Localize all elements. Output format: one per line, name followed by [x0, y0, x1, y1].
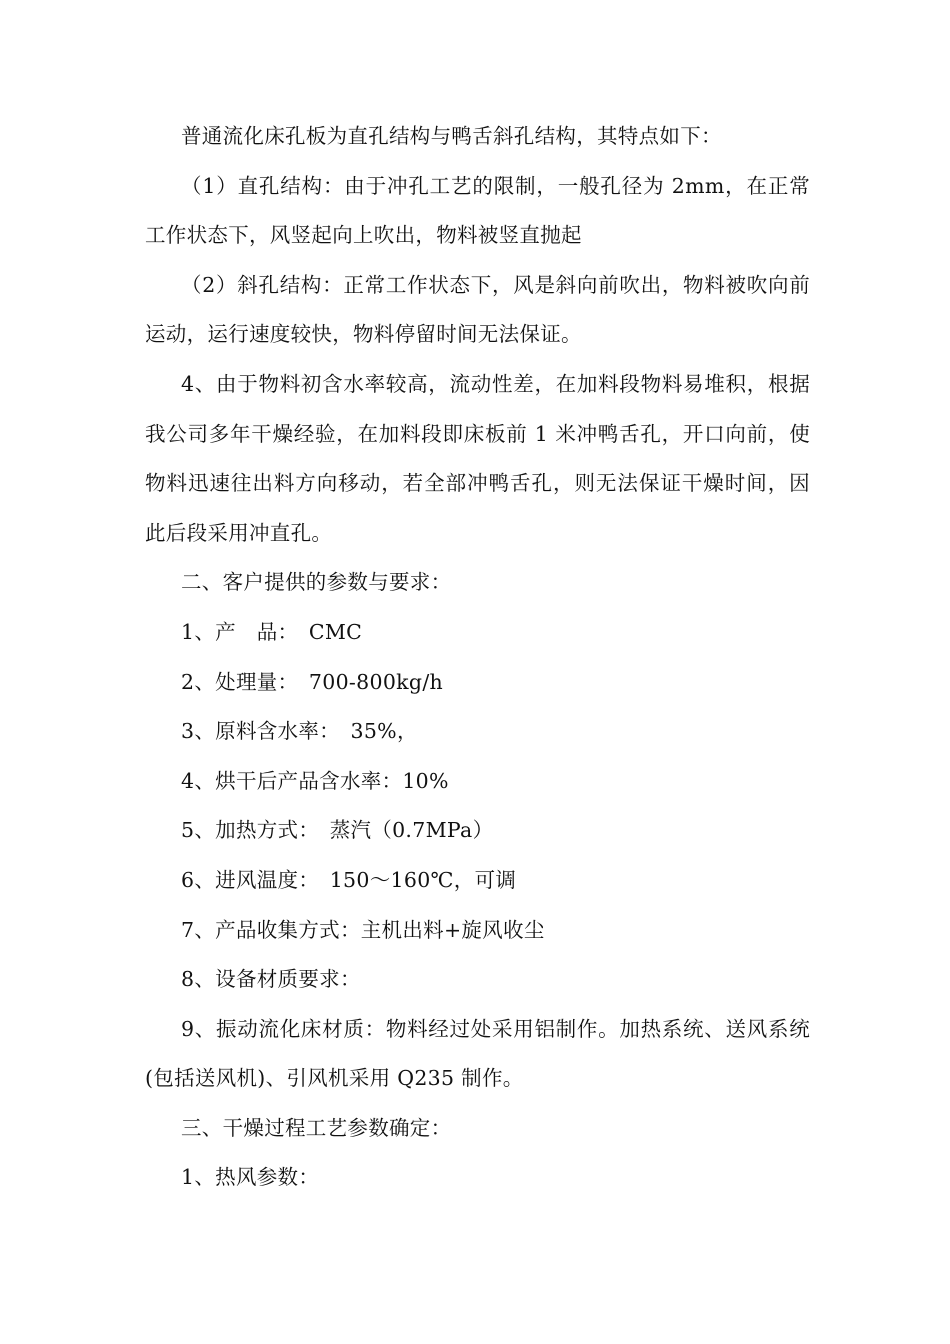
- section-heading-customer-params: 二、客户提供的参数与要求：: [181, 570, 452, 595]
- paragraph-slant-hole: （2）斜孔结构：正常工作状态下，风是斜向前吹出，物料被吹向前运动，运行速度较快，物料停留时间无法保证。: [145, 272, 810, 347]
- param-item-bed-material: 9、振动流化床材质：物料经过处采用铝制作。加热系统、送风系统(包括送风机)、引风机采用 Q235 制作。: [145, 1016, 810, 1091]
- param-item-final-moisture: 4、烘干后产品含水率：10%: [181, 768, 449, 793]
- param-item-collection: 7、产品收集方式：主机出料+旋风收尘: [181, 917, 545, 942]
- param-item-inlet-temp: 6、进风温度： 150～160℃，可调: [181, 867, 517, 892]
- section-heading-process-params: 三、干燥过程工艺参数确定：: [181, 1115, 452, 1140]
- param-item-material-req: 8、设备材质要求：: [181, 967, 361, 992]
- param-item-raw-moisture: 3、原料含水率： 35%，: [181, 719, 418, 744]
- param-item-heating: 5、加热方式： 蒸汽（0.7MPa）: [181, 818, 494, 843]
- document-body: [145, 112, 810, 1203]
- paragraph-straight-hole: （1）直孔结构：由于冲孔工艺的限制，一般孔径为 2mm，在正常工作状态下，风竖起向上吹出，物料被竖直抛起: [145, 173, 810, 248]
- param-item-hot-air: 1、热风参数：: [181, 1165, 320, 1190]
- param-item-product: 1、产 品： CMC: [181, 619, 363, 644]
- paragraph-point-4: 4、由于物料初含水率较高，流动性差，在加料段物料易堆积，根据我公司多年干燥经验，在加料段即床板前 1 米冲鸭舌孔，开口向前，使物料迅速往出料方向移动，若全部冲鸭舌孔，则无法保证干燥时间，因此后段采用冲直孔。: [145, 371, 810, 545]
- paragraph-intro: 普通流化床孔板为直孔结构与鸭舌斜孔结构，其特点如下：: [181, 124, 722, 148]
- param-item-capacity: 2、处理量： 700-800kg/h: [181, 669, 444, 694]
